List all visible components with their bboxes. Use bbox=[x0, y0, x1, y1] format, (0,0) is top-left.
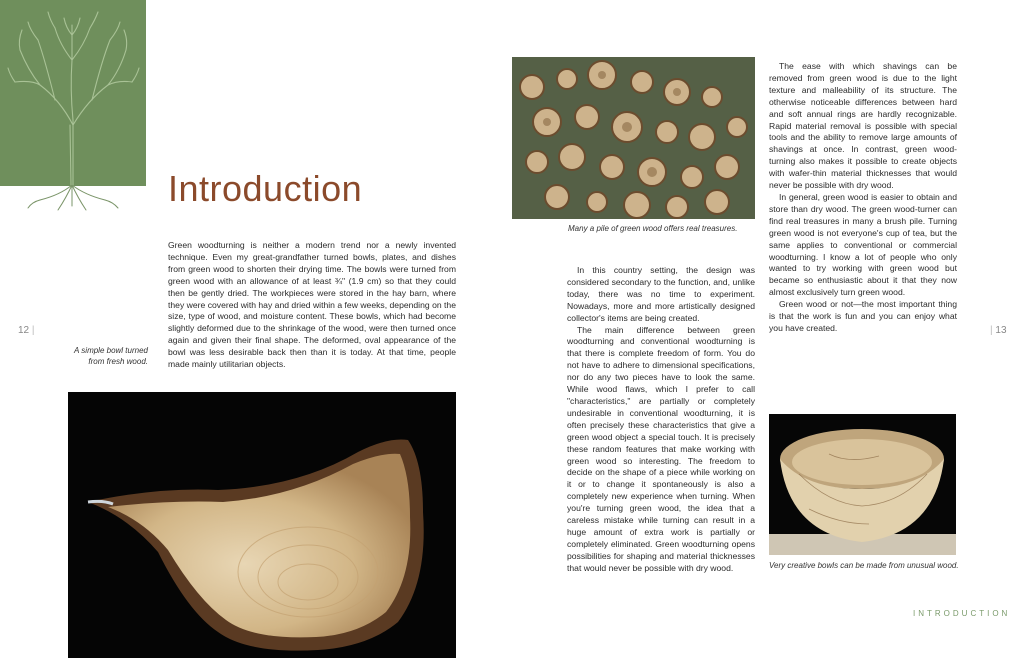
chapter-corner-block bbox=[0, 0, 146, 186]
woodpile-photo bbox=[512, 57, 755, 219]
middle-column bbox=[567, 265, 755, 575]
bowl-photo bbox=[68, 392, 456, 658]
middle-paragraph-1: In this country setting, the design was considered secondary to the function, and, unlike today, there was no time to experiment. Nowadays, more and more artistically designed collector's items are being created. bbox=[567, 265, 755, 323]
running-footer: INTRODUCTION bbox=[913, 609, 1011, 618]
tree-icon bbox=[0, 0, 146, 215]
middle-paragraph-2: The main difference between green woodturning and conventional woodturning is that there is complete freedom of form. You do not have to adhere to dimensional specifications, nor do any two pieces have to look the same. While wood flaws, which I prefer to call "characteristics," are partially or completely undesirable in conventional woodturning, it is often precisely these characteristics that give a green wood object a special touch. It is precisely these random features that make working with green wood so interesting. The freedom to decide on the shape of a piece while working on it or to change it spontaneously is also a completely new experience when turning. When you're turning green wood, the idea that a careless mistake while turning can result in a huge amount of extra work is partially or completely eliminated. Green woodturning opens possibilities for shaping and material thicknesses that would never be possible with dry wood. bbox=[567, 324, 755, 573]
chapter-title: Introduction bbox=[168, 168, 363, 209]
right-paragraph-2: In general, green wood is easier to obtain and store than dry wood. The green wood-turner can find real treasures in many a brush pile. Turning green wood is not everyone's cup of tea, but the same applies to conventional or commercial woodturning. I know a lot of people who only wanted to try working with green wood but became so enthusiastic about it that they now almost exclusively turn green wood. bbox=[769, 191, 957, 298]
intro-paragraph: Green woodturning is neither a modern trend nor a newly invented technique. Even my great-grandfather turned bowls, plates, and dishes from green wood to shorten their drying time. The bowls were turned from green wood with an allowance of at least ¾" (1.9 cm) so that they could then be gently dried. The workpieces were stored in the hay barn, where they were covered with hay and dried within a few weeks, depending on the size, type of wood, and moisture content. These bowls, which had become slightly deformed due to the shrinkage of the wood, were then turned once again and given their final shape. The deformed, oval appearance of the bowl was less desirable back then than it is today. At that time, people made mainly utilitarian objects. bbox=[168, 240, 456, 370]
creative-bowl-caption: Very creative bowls can be made from unusual wood. bbox=[769, 561, 959, 570]
creative-bowl-photo bbox=[769, 414, 956, 555]
page-number-right: | 13 bbox=[990, 325, 1007, 336]
page-number-left: 12 | bbox=[18, 325, 35, 336]
woodpile-caption: Many a pile of green wood offers real treasures. bbox=[568, 224, 738, 233]
right-paragraph-1: The ease with which shavings can be removed from green wood is due to the light texture and malleability of its structure. The otherwise noticeable differences between hard and soft annual rings are hardly recognizable. Rapid material removal is possible with special tools and the ability to remove large amounts of shavings at once. In contrast, green wood-turning also makes it possible to create objects with wafer-thin material thicknesses that would never be possible with dry wood. bbox=[769, 61, 957, 191]
right-paragraph-3: Green wood or not—the most important thing is that the work is fun and you can enjoy what you have created. bbox=[769, 299, 957, 333]
bowl-caption: A simple bowl turned from fresh wood. bbox=[74, 346, 148, 366]
right-column bbox=[769, 61, 957, 335]
